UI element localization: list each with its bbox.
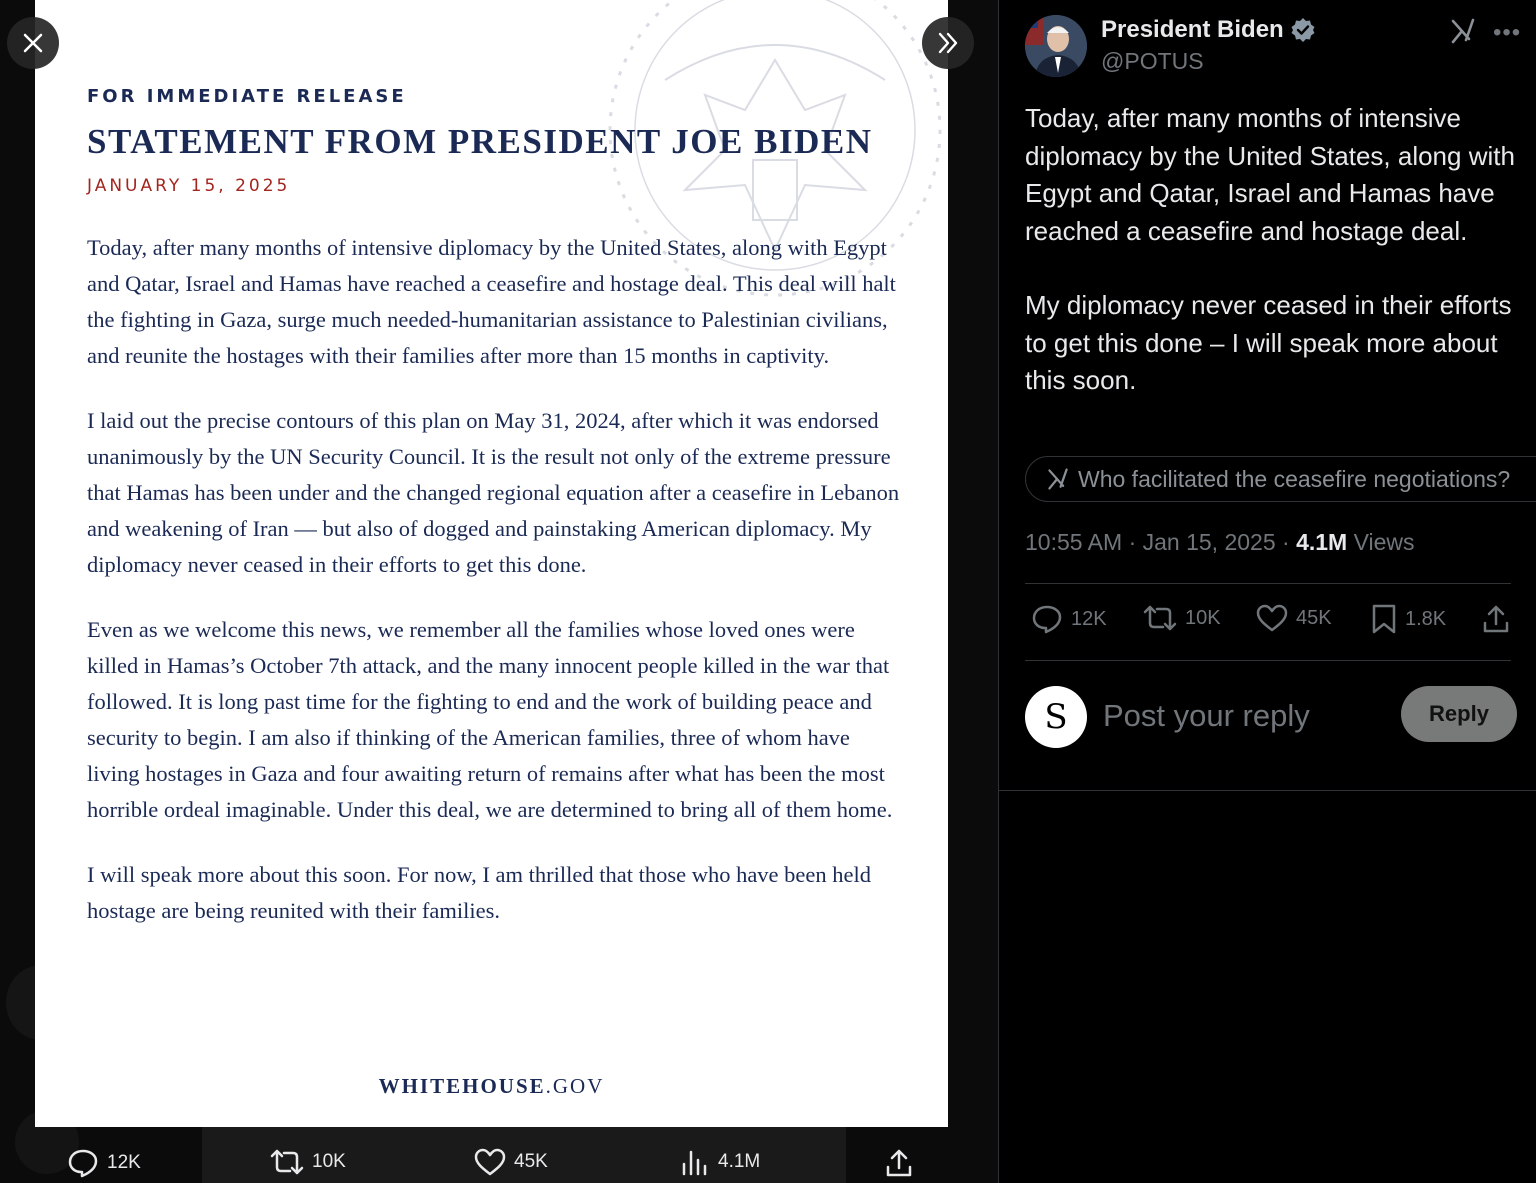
divider	[999, 790, 1536, 791]
tweet-timestamp[interactable]: 10:55 AM · Jan 15, 2025 ·	[1025, 529, 1297, 555]
media-reply-button[interactable]	[67, 1148, 141, 1178]
more-icon[interactable]: •••	[1493, 19, 1522, 46]
repost-button[interactable]	[1143, 604, 1221, 632]
reply-input[interactable]	[1103, 694, 1383, 738]
media-repost-button[interactable]	[270, 1148, 346, 1176]
share-button[interactable]	[1481, 604, 1511, 634]
like-icon	[1256, 604, 1288, 632]
verified-badge-icon	[1290, 17, 1316, 43]
display-name-text: President Biden	[1101, 16, 1284, 43]
like-count: 45K	[1296, 606, 1332, 629]
media-share-button[interactable]	[884, 1148, 914, 1178]
close-button[interactable]	[7, 17, 59, 69]
tweet-text	[1025, 100, 1525, 437]
tweet-meta	[1025, 529, 1415, 556]
reply-count: 12K	[1071, 607, 1107, 630]
divider	[1025, 583, 1511, 584]
reply-button[interactable]	[1031, 604, 1107, 634]
divider	[1025, 660, 1511, 661]
share-icon	[884, 1148, 914, 1178]
media-like-count: 45K	[514, 1151, 548, 1172]
views-icon	[680, 1148, 710, 1176]
statement-paragraph: Even as we welcome this news, we remember all the families whose loved ones were killed in Hamas’s October 7th attack, and the many innocent people killed in the war that followed. It is long past time for the fighting to end and the work of building peace and security to begin. I am also if thinking of the American families, three of whom have living hostages in Gaza and four awaiting return of remains after what has been the most horrible ordeal imaginable. Under this deal, we are determined to bring all of them home.	[87, 617, 893, 822]
bookmark-count: 1.8K	[1405, 607, 1447, 630]
avatar[interactable]	[1025, 15, 1087, 77]
tweet-views-count: 4.1M	[1296, 529, 1348, 555]
statement-paragraph: I will speak more about this soon. For now, I am thrilled that those who have been held hostage are being reunited with their families.	[87, 862, 872, 923]
media-views-button[interactable]	[680, 1148, 760, 1176]
release-label: FOR IMMEDIATE RELEASE	[87, 86, 407, 107]
user-avatar[interactable]	[1025, 686, 1087, 748]
like-button[interactable]	[1256, 604, 1332, 632]
bookmark-icon	[1371, 604, 1397, 634]
tweet-paragraph: Today, after many months of intensive diplomacy by the United States, along with Egypt and Qatar, Israel and Hamas have reached a ceasefire and hostage deal.	[1025, 103, 1515, 246]
like-icon	[474, 1148, 506, 1176]
chevron-double-right-icon	[934, 29, 962, 57]
grok-suggestion-pill[interactable]	[1025, 456, 1536, 502]
display-name[interactable]	[1101, 16, 1316, 44]
media-like-button[interactable]	[474, 1148, 548, 1176]
toggle-panel-button[interactable]	[922, 17, 974, 69]
statement-footer	[35, 1074, 948, 1099]
reply-submit-button[interactable]: Reply	[1401, 686, 1517, 742]
statement-title: STATEMENT FROM PRESIDENT JOE BIDEN	[87, 122, 873, 161]
grok-icon	[1046, 467, 1070, 491]
statement-image	[35, 0, 948, 1127]
statement-paragraph: Today, after many months of intensive diplomacy by the United States, along with Egypt and Qatar, Israel and Hamas have reached a ceasefire and hostage deal. This deal will halt the fighting in Gaza, surge much needed-humanitarian assistance to Palestinian civilians, and reunite the hostages with their families after more than 15 months in captivity.	[87, 235, 896, 368]
repost-icon	[270, 1148, 304, 1176]
media-reply-count: 12K	[107, 1152, 141, 1173]
statement-date: JANUARY 15, 2025	[87, 176, 291, 196]
user-avatar-letter: S	[1044, 697, 1068, 737]
tweet-detail-panel	[998, 0, 1536, 1183]
repost-count: 10K	[1185, 606, 1221, 629]
handle[interactable]: @POTUS	[1101, 48, 1204, 74]
bookmark-button[interactable]	[1371, 604, 1446, 634]
close-icon	[21, 31, 45, 55]
grok-icon[interactable]	[1449, 17, 1477, 45]
media-repost-count: 10K	[312, 1151, 346, 1172]
footer-domain-suffix: .GOV	[545, 1074, 605, 1098]
statement-body	[87, 230, 907, 958]
statement-paragraph: I laid out the precise contours of this plan on May 31, 2024, after which it was endorsed unanimously by the UN Security Council. It is the result not only of the extreme pressure that Hamas has been under and the changed regional equation after a ceasefire in Lebanon and weakening of Iran — but also of dogged and painstaking American diplomacy. My diplomacy never ceased in their efforts to get this done.	[87, 408, 900, 577]
footer-domain-bold: WHITEHOUSE	[378, 1074, 546, 1098]
tweet-paragraph: My diplomacy never ceased in their efforts to get this done – I will speak more about this soon.	[1025, 290, 1512, 395]
tweet-views-label: Views	[1347, 529, 1415, 555]
repost-icon	[1143, 604, 1177, 632]
reply-icon	[1031, 604, 1063, 634]
reply-icon	[67, 1148, 99, 1178]
grok-suggestion-text: Who facilitated the ceasefire negotiations?	[1078, 465, 1511, 492]
share-icon	[1481, 604, 1511, 634]
avatar-photo	[1025, 15, 1087, 77]
media-views-count: 4.1M	[718, 1151, 761, 1172]
